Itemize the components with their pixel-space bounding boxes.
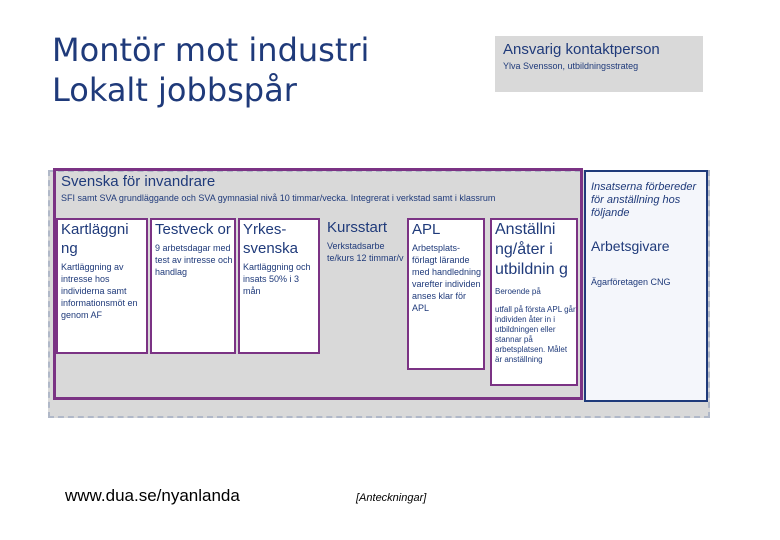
column-kursstart xyxy=(324,218,404,354)
svenska-description: SFI samt SVA grundläggande och SVA gymnasial nivå 10 timmar/vecka. Integrerat i verkstad samt i klassrum xyxy=(61,193,496,203)
column-anstallning xyxy=(490,218,578,386)
column-testveckor xyxy=(150,218,236,354)
footer-url: www.dua.se/nyanlanda xyxy=(65,486,240,505)
column-apl xyxy=(407,218,485,370)
column-heading: Testveck or xyxy=(155,221,231,238)
column-kartlaggning xyxy=(56,218,148,354)
title-line-2: Lokalt jobbspår xyxy=(52,71,297,109)
column-heading-text: Anställni ng/åter i utbildnin g xyxy=(495,221,568,278)
arbetsgivare-heading: Arbetsgivare xyxy=(591,238,670,254)
contact-box xyxy=(495,36,703,92)
column-text: Arbetsplats-förlagt lärande med handledning varefter individen anses klar för APL xyxy=(412,243,482,313)
insats-text: Insatserna förbereder för anställning hos följande xyxy=(591,181,697,219)
agare-text: Ägarföretagen CNG xyxy=(591,277,671,287)
column-heading: Kursstart xyxy=(327,219,388,236)
column-heading: Yrkes-svenska xyxy=(243,221,299,257)
column-text: utfall på första APL går individen åter in i utbildningen eller stannar på arbetsplatsen. Målet är anställning xyxy=(495,305,576,364)
footer-notes: [Anteckningar] xyxy=(356,492,427,504)
column-heading xyxy=(495,220,576,302)
contact-label: Ansvarig kontaktperson xyxy=(503,41,660,58)
column-yrkessvenska xyxy=(238,218,320,354)
column-heading: Kartläggni ng xyxy=(61,221,129,257)
column-text: 9 arbetsdagar med test av intresse och handlag xyxy=(155,243,233,277)
svenska-heading: Svenska för invandrare xyxy=(61,173,216,190)
column-text: Kartläggning och insats 50% i 3 mån xyxy=(243,262,311,296)
title-line-1: Montör mot industri xyxy=(52,31,370,69)
column-text: Verkstadsarbe te/kurs 12 timmar/v xyxy=(327,241,404,263)
column-heading: APL xyxy=(412,221,441,238)
page-title xyxy=(52,30,369,110)
column-text: Kartläggning av intresse hos individerna samt informationsmöt en genom AF xyxy=(61,262,138,320)
column-heading-inline: Beroende på xyxy=(495,287,541,296)
contact-name: Ylva Svensson, utbildningsstrateg xyxy=(503,61,639,71)
